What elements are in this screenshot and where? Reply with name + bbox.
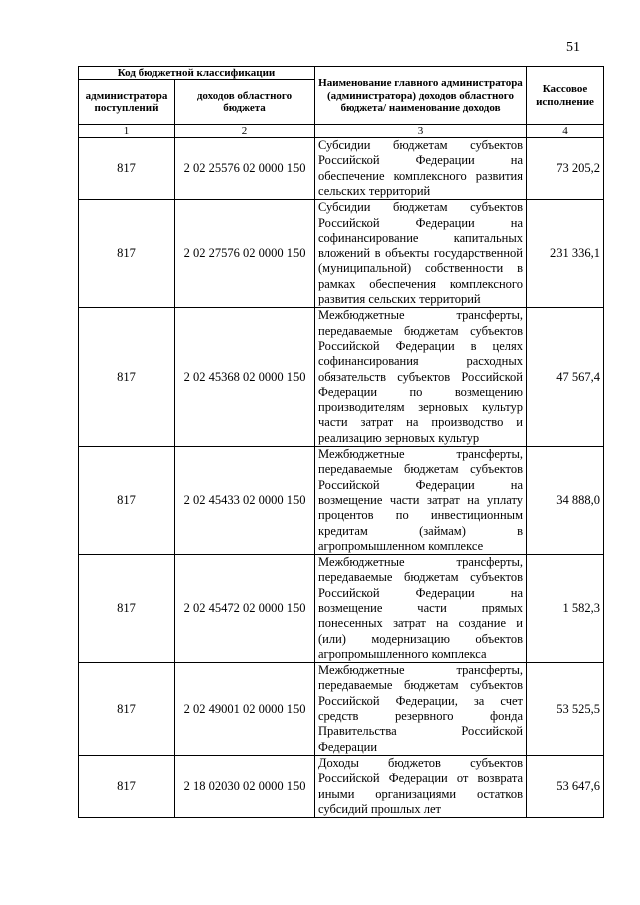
cash-execution-cell: 73 205,2: [527, 138, 604, 200]
revenue-code-cell: 2 02 45433 02 0000 150: [175, 447, 315, 555]
revenue-code-cell: 2 02 49001 02 0000 150: [175, 663, 315, 756]
revenue-name-cell: Доходы бюджетов субъектов Российской Федерации от возврата иными организациями остатков субсидий прошлых лет: [315, 755, 527, 817]
column-number: 4: [527, 125, 604, 138]
administrator-code-cell: 817: [79, 138, 175, 200]
header-revenue-administrator: администратора поступлений: [79, 80, 175, 125]
revenue-code-cell: 2 02 25576 02 0000 150: [175, 138, 315, 200]
revenue-name-cell: Межбюджетные трансферты, передаваемые бюджетам субъектов Российской Федерации на возмещение части затрат на уплату процентов по инвестиционным кредитам (займам) в агропромышленном комплексе: [315, 447, 527, 555]
header-administrator-name: Наименование главного администратора (администратора) доходов областного бюджета/ наименование доходов: [315, 67, 527, 125]
cash-execution-cell: 53 647,6: [527, 755, 604, 817]
revenue-name-cell: Субсидии бюджетам субъектов Российской Федерации на обеспечение комплексного развития сельских территорий: [315, 138, 527, 200]
revenue-code-cell: 2 02 27576 02 0000 150: [175, 200, 315, 308]
budget-revenue-table: [78, 66, 604, 818]
administrator-code-cell: 817: [79, 447, 175, 555]
column-number: 1: [79, 125, 175, 138]
revenue-name-cell: Субсидии бюджетам субъектов Российской Федерации на софинансирование капитальных вложений в объекты государственной (муниципальной) собственности в рамках обеспечения комплексного развития сельских территорий: [315, 200, 527, 308]
revenue-name-cell: Межбюджетные трансферты, передаваемые бюджетам субъектов Российской Федерации в целях софинансирования расходных обязательств субъектов Российской Федерации по возмещению производителям зерновых культур части затрат на производство и реализацию зерновых культур: [315, 308, 527, 447]
administrator-code-cell: 817: [79, 755, 175, 817]
column-numbers-row: [79, 125, 604, 138]
revenue-name-cell: Межбюджетные трансферты, передаваемые бюджетам субъектов Российской Федерации на возмещение части прямых понесенных затрат на создание и (или) модернизацию объектов агропромышленного комплекса: [315, 555, 527, 663]
revenue-code-cell: 2 02 45368 02 0000 150: [175, 308, 315, 447]
revenue-code-cell: 2 02 45472 02 0000 150: [175, 555, 315, 663]
administrator-code-cell: 817: [79, 200, 175, 308]
table-row: [79, 308, 604, 447]
cash-execution-cell: 47 567,4: [527, 308, 604, 447]
cash-execution-cell: 1 582,3: [527, 555, 604, 663]
administrator-code-cell: 817: [79, 308, 175, 447]
header-cash-execution: Кассовое исполнение: [527, 67, 604, 125]
table-row: [79, 663, 604, 756]
page-number: 51: [566, 40, 580, 55]
header-regional-budget-revenue: доходов областного бюджета: [175, 80, 315, 125]
cash-execution-cell: 53 525,5: [527, 663, 604, 756]
table-row: [79, 755, 604, 817]
table-row: [79, 200, 604, 308]
table-row: [79, 555, 604, 663]
revenue-name-cell: Межбюджетные трансферты, передаваемые бюджетам субъектов Российской Федерации, за счет средств резервного фонда Правительства Российской Федерации: [315, 663, 527, 756]
column-number: 2: [175, 125, 315, 138]
cash-execution-cell: 34 888,0: [527, 447, 604, 555]
table-row: [79, 447, 604, 555]
revenue-code-cell: 2 18 02030 02 0000 150: [175, 755, 315, 817]
header-budget-classification-code: Код бюджетной классификации: [79, 67, 315, 80]
table-row: [79, 138, 604, 200]
administrator-code-cell: 817: [79, 663, 175, 756]
column-number: 3: [315, 125, 527, 138]
administrator-code-cell: 817: [79, 555, 175, 663]
cash-execution-cell: 231 336,1: [527, 200, 604, 308]
